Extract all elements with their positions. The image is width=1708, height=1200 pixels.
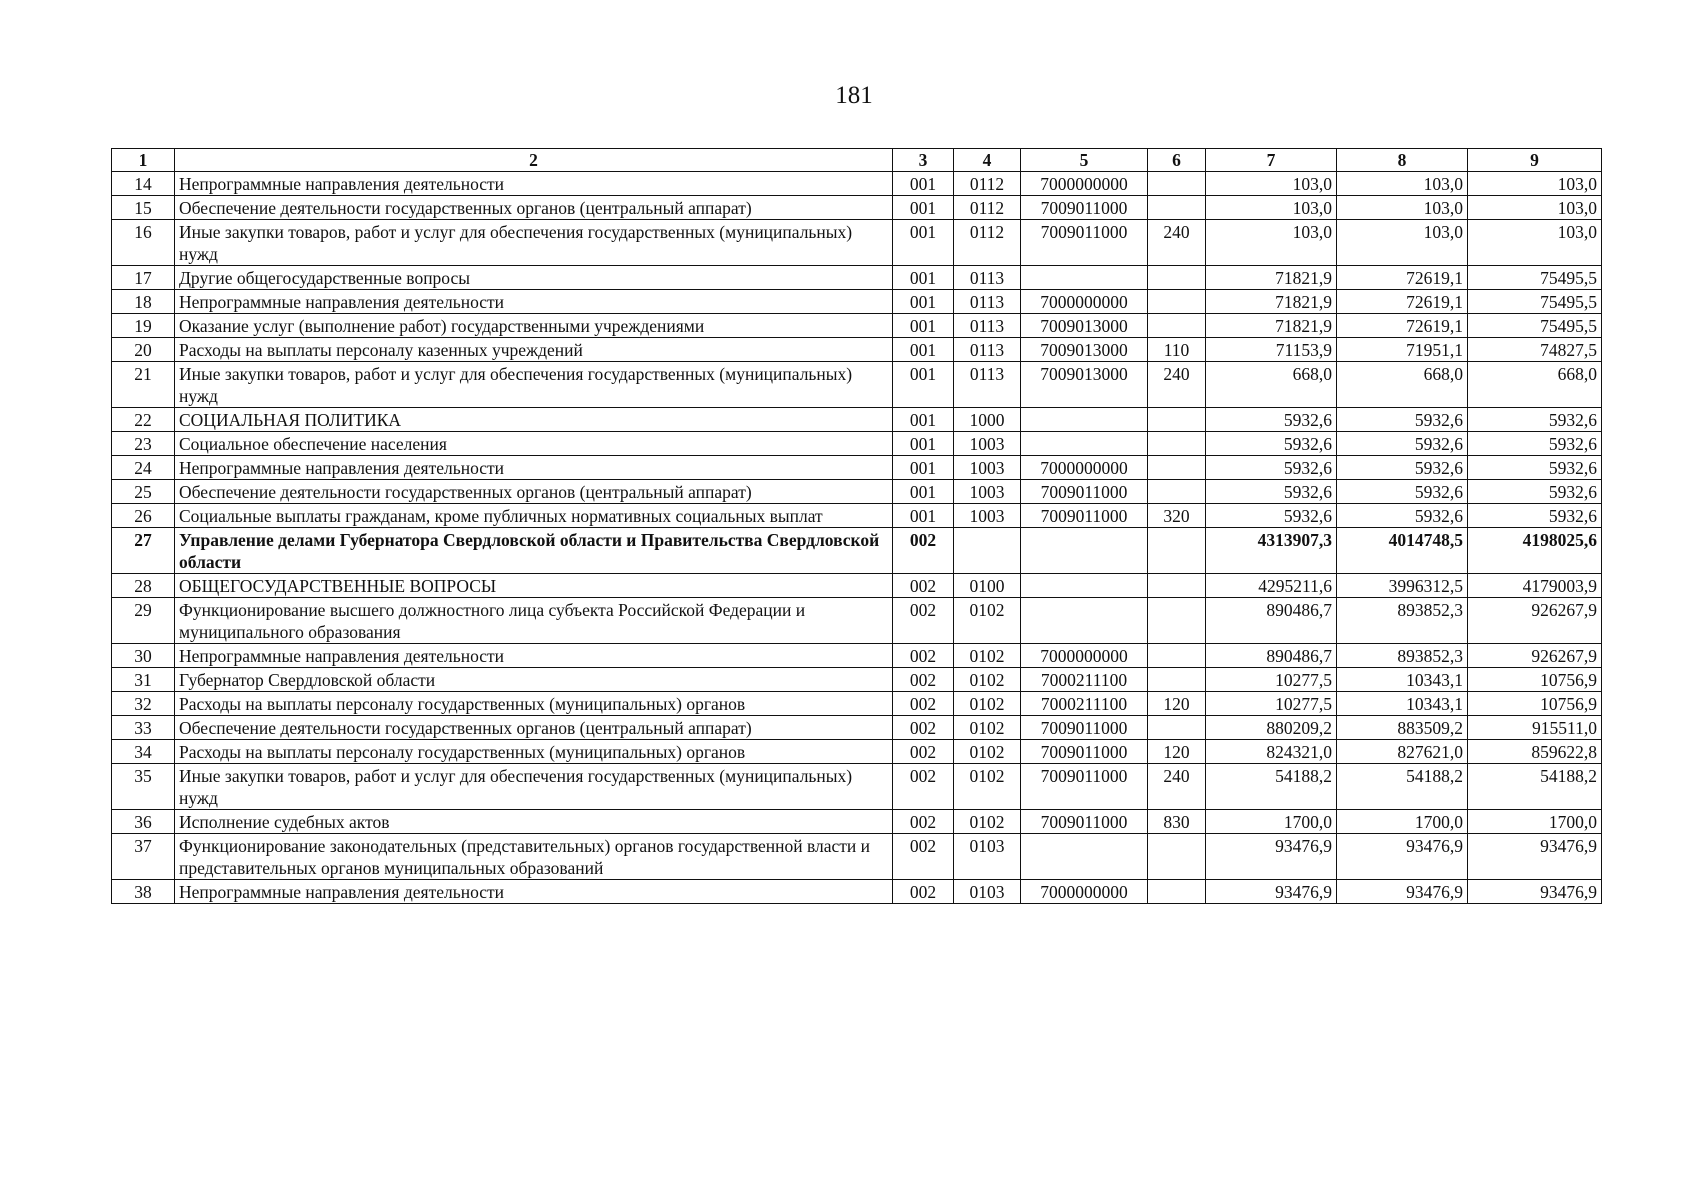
row-number: 16 [112, 220, 175, 266]
amount-col7: 71821,9 [1206, 266, 1337, 290]
budget-table [111, 148, 1602, 904]
table-row [112, 220, 1602, 266]
table-row [112, 432, 1602, 456]
expense-type-code [1148, 290, 1206, 314]
amount-col9: 5932,6 [1468, 504, 1602, 528]
ministry-code: 002 [893, 764, 954, 810]
expense-type-code [1148, 716, 1206, 740]
row-number: 19 [112, 314, 175, 338]
item-name: Непрограммные направления деятельности [175, 172, 893, 196]
row-number: 24 [112, 456, 175, 480]
section-code: 0102 [954, 716, 1021, 740]
ministry-code: 001 [893, 196, 954, 220]
expense-type-code [1148, 432, 1206, 456]
target-article-code: 7009011000 [1021, 480, 1148, 504]
amount-col8: 1700,0 [1337, 810, 1468, 834]
amount-col8: 893852,3 [1337, 598, 1468, 644]
section-code: 0102 [954, 764, 1021, 810]
table-row [112, 716, 1602, 740]
item-name: Обеспечение деятельности государственных органов (центральный аппарат) [175, 716, 893, 740]
target-article-code [1021, 408, 1148, 432]
amount-col8: 5932,6 [1337, 456, 1468, 480]
amount-col7: 10277,5 [1206, 692, 1337, 716]
item-name: Другие общегосударственные вопросы [175, 266, 893, 290]
expense-type-code: 240 [1148, 362, 1206, 408]
target-article-code: 7000000000 [1021, 456, 1148, 480]
target-article-code [1021, 528, 1148, 574]
table-row [112, 338, 1602, 362]
ministry-code: 001 [893, 362, 954, 408]
ministry-code: 001 [893, 314, 954, 338]
section-code: 1003 [954, 480, 1021, 504]
item-name: Оказание услуг (выполнение работ) государственными учреждениями [175, 314, 893, 338]
row-number: 34 [112, 740, 175, 764]
table-row [112, 810, 1602, 834]
row-number: 17 [112, 266, 175, 290]
table-row [112, 528, 1602, 574]
target-article-code: 7009011000 [1021, 196, 1148, 220]
table-row [112, 692, 1602, 716]
item-name: Социальное обеспечение населения [175, 432, 893, 456]
amount-col8: 103,0 [1337, 172, 1468, 196]
section-code: 0103 [954, 834, 1021, 880]
item-name: Иные закупки товаров, работ и услуг для обеспечения государственных (муниципальных) нужд [175, 220, 893, 266]
amount-col8: 103,0 [1337, 220, 1468, 266]
amount-col8: 5932,6 [1337, 408, 1468, 432]
ministry-code: 001 [893, 504, 954, 528]
row-number: 25 [112, 480, 175, 504]
amount-col9: 103,0 [1468, 196, 1602, 220]
amount-col8: 883509,2 [1337, 716, 1468, 740]
expense-type-code [1148, 574, 1206, 598]
section-code: 0112 [954, 172, 1021, 196]
amount-col7: 93476,9 [1206, 880, 1337, 904]
row-number: 32 [112, 692, 175, 716]
item-name: Губернатор Свердловской области [175, 668, 893, 692]
amount-col8: 10343,1 [1337, 692, 1468, 716]
row-number: 27 [112, 528, 175, 574]
amount-col9: 5932,6 [1468, 432, 1602, 456]
amount-col7: 880209,2 [1206, 716, 1337, 740]
amount-col7: 103,0 [1206, 172, 1337, 196]
item-name: Управление делами Губернатора Свердловской области и Правительства Свердловской области [175, 528, 893, 574]
amount-col7: 4313907,3 [1206, 528, 1337, 574]
amount-col8: 4014748,5 [1337, 528, 1468, 574]
section-code: 0112 [954, 196, 1021, 220]
section-code: 1003 [954, 456, 1021, 480]
section-code [954, 528, 1021, 574]
amount-col7: 71821,9 [1206, 314, 1337, 338]
ministry-code: 001 [893, 480, 954, 504]
table-row [112, 574, 1602, 598]
amount-col8: 827621,0 [1337, 740, 1468, 764]
item-name: Функционирование высшего должностного лица субъекта Российской Федерации и муниципального образования [175, 598, 893, 644]
item-name: Непрограммные направления деятельности [175, 880, 893, 904]
ministry-code: 001 [893, 266, 954, 290]
ministry-code: 001 [893, 432, 954, 456]
section-code: 0100 [954, 574, 1021, 598]
amount-col9: 5932,6 [1468, 408, 1602, 432]
amount-col7: 4295211,6 [1206, 574, 1337, 598]
table-row [112, 266, 1602, 290]
ministry-code: 002 [893, 598, 954, 644]
amount-col7: 103,0 [1206, 196, 1337, 220]
amount-col9: 859622,8 [1468, 740, 1602, 764]
target-article-code: 7009011000 [1021, 810, 1148, 834]
ministry-code: 002 [893, 740, 954, 764]
section-code: 0102 [954, 810, 1021, 834]
table-row [112, 668, 1602, 692]
expense-type-code: 110 [1148, 338, 1206, 362]
amount-col7: 71821,9 [1206, 290, 1337, 314]
item-name: Расходы на выплаты персоналу казенных учреждений [175, 338, 893, 362]
table-row [112, 314, 1602, 338]
row-number: 22 [112, 408, 175, 432]
amount-col7: 890486,7 [1206, 644, 1337, 668]
amount-col7: 5932,6 [1206, 480, 1337, 504]
expense-type-code: 320 [1148, 504, 1206, 528]
expense-type-code [1148, 668, 1206, 692]
section-code: 1003 [954, 432, 1021, 456]
amount-col8: 93476,9 [1337, 834, 1468, 880]
row-number: 21 [112, 362, 175, 408]
item-name: Непрограммные направления деятельности [175, 456, 893, 480]
section-code: 0113 [954, 266, 1021, 290]
column-header: 7 [1206, 149, 1337, 172]
section-code: 0113 [954, 290, 1021, 314]
ministry-code: 001 [893, 290, 954, 314]
table-row [112, 480, 1602, 504]
amount-col8: 72619,1 [1337, 266, 1468, 290]
amount-col7: 71153,9 [1206, 338, 1337, 362]
amount-col7: 1700,0 [1206, 810, 1337, 834]
section-code: 0113 [954, 338, 1021, 362]
item-name: Расходы на выплаты персоналу государственных (муниципальных) органов [175, 692, 893, 716]
item-name: Иные закупки товаров, работ и услуг для обеспечения государственных (муниципальных) нужд [175, 362, 893, 408]
row-number: 37 [112, 834, 175, 880]
ministry-code: 001 [893, 338, 954, 362]
amount-col8: 72619,1 [1337, 314, 1468, 338]
item-name: Непрограммные направления деятельности [175, 290, 893, 314]
target-article-code: 7009011000 [1021, 504, 1148, 528]
amount-col9: 668,0 [1468, 362, 1602, 408]
target-article-code [1021, 432, 1148, 456]
target-article-code [1021, 574, 1148, 598]
target-article-code [1021, 834, 1148, 880]
expense-type-code: 120 [1148, 740, 1206, 764]
expense-type-code [1148, 196, 1206, 220]
amount-col7: 5932,6 [1206, 504, 1337, 528]
ministry-code: 002 [893, 880, 954, 904]
expense-type-code [1148, 528, 1206, 574]
amount-col8: 93476,9 [1337, 880, 1468, 904]
amount-col9: 93476,9 [1468, 834, 1602, 880]
row-number: 33 [112, 716, 175, 740]
amount-col7: 668,0 [1206, 362, 1337, 408]
item-name: Исполнение судебных актов [175, 810, 893, 834]
row-number: 28 [112, 574, 175, 598]
amount-col8: 71951,1 [1337, 338, 1468, 362]
amount-col8: 3996312,5 [1337, 574, 1468, 598]
row-number: 26 [112, 504, 175, 528]
table-row [112, 408, 1602, 432]
column-header: 8 [1337, 149, 1468, 172]
ministry-code: 002 [893, 692, 954, 716]
expense-type-code: 830 [1148, 810, 1206, 834]
amount-col7: 103,0 [1206, 220, 1337, 266]
column-header: 9 [1468, 149, 1602, 172]
target-article-code: 7009013000 [1021, 314, 1148, 338]
amount-col8: 54188,2 [1337, 764, 1468, 810]
expense-type-code [1148, 266, 1206, 290]
target-article-code: 7009011000 [1021, 716, 1148, 740]
ministry-code: 002 [893, 644, 954, 668]
target-article-code [1021, 266, 1148, 290]
table-row [112, 598, 1602, 644]
row-number: 31 [112, 668, 175, 692]
target-article-code: 7000000000 [1021, 644, 1148, 668]
column-header: 1 [112, 149, 175, 172]
ministry-code: 001 [893, 456, 954, 480]
table-row [112, 644, 1602, 668]
amount-col7: 5932,6 [1206, 408, 1337, 432]
amount-col9: 915511,0 [1468, 716, 1602, 740]
amount-col8: 5932,6 [1337, 504, 1468, 528]
target-article-code: 7009013000 [1021, 362, 1148, 408]
section-code: 0102 [954, 692, 1021, 716]
ministry-code: 001 [893, 172, 954, 196]
amount-col8: 668,0 [1337, 362, 1468, 408]
ministry-code: 002 [893, 574, 954, 598]
row-number: 15 [112, 196, 175, 220]
expense-type-code: 120 [1148, 692, 1206, 716]
amount-col9: 75495,5 [1468, 290, 1602, 314]
section-code: 0112 [954, 220, 1021, 266]
section-code: 1000 [954, 408, 1021, 432]
row-number: 35 [112, 764, 175, 810]
amount-col9: 74827,5 [1468, 338, 1602, 362]
row-number: 20 [112, 338, 175, 362]
section-code: 0102 [954, 598, 1021, 644]
column-header: 2 [175, 149, 893, 172]
expense-type-code: 240 [1148, 220, 1206, 266]
column-header: 3 [893, 149, 954, 172]
ministry-code: 001 [893, 220, 954, 266]
amount-col9: 75495,5 [1468, 314, 1602, 338]
section-code: 0102 [954, 668, 1021, 692]
row-number: 30 [112, 644, 175, 668]
expense-type-code [1148, 480, 1206, 504]
amount-col9: 93476,9 [1468, 880, 1602, 904]
target-article-code: 7009011000 [1021, 220, 1148, 266]
row-number: 18 [112, 290, 175, 314]
ministry-code: 002 [893, 668, 954, 692]
amount-col9: 926267,9 [1468, 598, 1602, 644]
section-code: 1003 [954, 504, 1021, 528]
column-header: 4 [954, 149, 1021, 172]
target-article-code: 7000000000 [1021, 290, 1148, 314]
table-row [112, 172, 1602, 196]
expense-type-code [1148, 456, 1206, 480]
amount-col7: 54188,2 [1206, 764, 1337, 810]
item-name: Функционирование законодательных (представительных) органов государственной власти и представительных органов муниципальных образований [175, 834, 893, 880]
table-row [112, 456, 1602, 480]
expense-type-code [1148, 314, 1206, 338]
page-number: 181 [835, 82, 873, 109]
amount-col8: 5932,6 [1337, 432, 1468, 456]
section-code: 0102 [954, 644, 1021, 668]
table-row [112, 196, 1602, 220]
amount-col7: 10277,5 [1206, 668, 1337, 692]
table-row [112, 740, 1602, 764]
table-header-row [112, 149, 1602, 172]
amount-col8: 10343,1 [1337, 668, 1468, 692]
expense-type-code [1148, 834, 1206, 880]
amount-col9: 103,0 [1468, 220, 1602, 266]
amount-col8: 5932,6 [1337, 480, 1468, 504]
section-code: 0102 [954, 740, 1021, 764]
item-name: Расходы на выплаты персоналу государственных (муниципальных) органов [175, 740, 893, 764]
target-article-code: 7009013000 [1021, 338, 1148, 362]
amount-col7: 93476,9 [1206, 834, 1337, 880]
table-body [112, 172, 1602, 904]
table-row [112, 764, 1602, 810]
table-row [112, 362, 1602, 408]
expense-type-code [1148, 598, 1206, 644]
amount-col8: 72619,1 [1337, 290, 1468, 314]
section-code: 0103 [954, 880, 1021, 904]
section-code: 0113 [954, 314, 1021, 338]
ministry-code: 002 [893, 810, 954, 834]
amount-col7: 5932,6 [1206, 432, 1337, 456]
item-name: Обеспечение деятельности государственных органов (центральный аппарат) [175, 480, 893, 504]
column-header: 6 [1148, 149, 1206, 172]
amount-col8: 893852,3 [1337, 644, 1468, 668]
item-name: Обеспечение деятельности государственных органов (центральный аппарат) [175, 196, 893, 220]
row-number: 14 [112, 172, 175, 196]
item-name: СОЦИАЛЬНАЯ ПОЛИТИКА [175, 408, 893, 432]
amount-col9: 54188,2 [1468, 764, 1602, 810]
amount-col7: 5932,6 [1206, 456, 1337, 480]
target-article-code: 7009011000 [1021, 764, 1148, 810]
amount-col9: 10756,9 [1468, 668, 1602, 692]
column-header: 5 [1021, 149, 1148, 172]
target-article-code: 7000000000 [1021, 172, 1148, 196]
item-name: Социальные выплаты гражданам, кроме публичных нормативных социальных выплат [175, 504, 893, 528]
item-name: Иные закупки товаров, работ и услуг для обеспечения государственных (муниципальных) нужд [175, 764, 893, 810]
table-row [112, 504, 1602, 528]
row-number: 23 [112, 432, 175, 456]
row-number: 29 [112, 598, 175, 644]
target-article-code: 7000000000 [1021, 880, 1148, 904]
expense-type-code [1148, 408, 1206, 432]
expense-type-code [1148, 644, 1206, 668]
ministry-code: 002 [893, 834, 954, 880]
amount-col9: 4179003,9 [1468, 574, 1602, 598]
amount-col9: 4198025,6 [1468, 528, 1602, 574]
table-row [112, 880, 1602, 904]
item-name: Непрограммные направления деятельности [175, 644, 893, 668]
target-article-code [1021, 598, 1148, 644]
amount-col9: 5932,6 [1468, 480, 1602, 504]
expense-type-code [1148, 172, 1206, 196]
amount-col9: 5932,6 [1468, 456, 1602, 480]
section-code: 0113 [954, 362, 1021, 408]
ministry-code: 001 [893, 408, 954, 432]
row-number: 38 [112, 880, 175, 904]
amount-col9: 10756,9 [1468, 692, 1602, 716]
expense-type-code [1148, 880, 1206, 904]
amount-col9: 75495,5 [1468, 266, 1602, 290]
table-row [112, 290, 1602, 314]
target-article-code: 7000211100 [1021, 692, 1148, 716]
target-article-code: 7000211100 [1021, 668, 1148, 692]
amount-col9: 926267,9 [1468, 644, 1602, 668]
ministry-code: 002 [893, 528, 954, 574]
item-name: ОБЩЕГОСУДАРСТВЕННЫЕ ВОПРОСЫ [175, 574, 893, 598]
expense-type-code: 240 [1148, 764, 1206, 810]
amount-col7: 890486,7 [1206, 598, 1337, 644]
amount-col9: 103,0 [1468, 172, 1602, 196]
row-number: 36 [112, 810, 175, 834]
ministry-code: 002 [893, 716, 954, 740]
amount-col7: 824321,0 [1206, 740, 1337, 764]
table-row [112, 834, 1602, 880]
target-article-code: 7009011000 [1021, 740, 1148, 764]
amount-col9: 1700,0 [1468, 810, 1602, 834]
amount-col8: 103,0 [1337, 196, 1468, 220]
